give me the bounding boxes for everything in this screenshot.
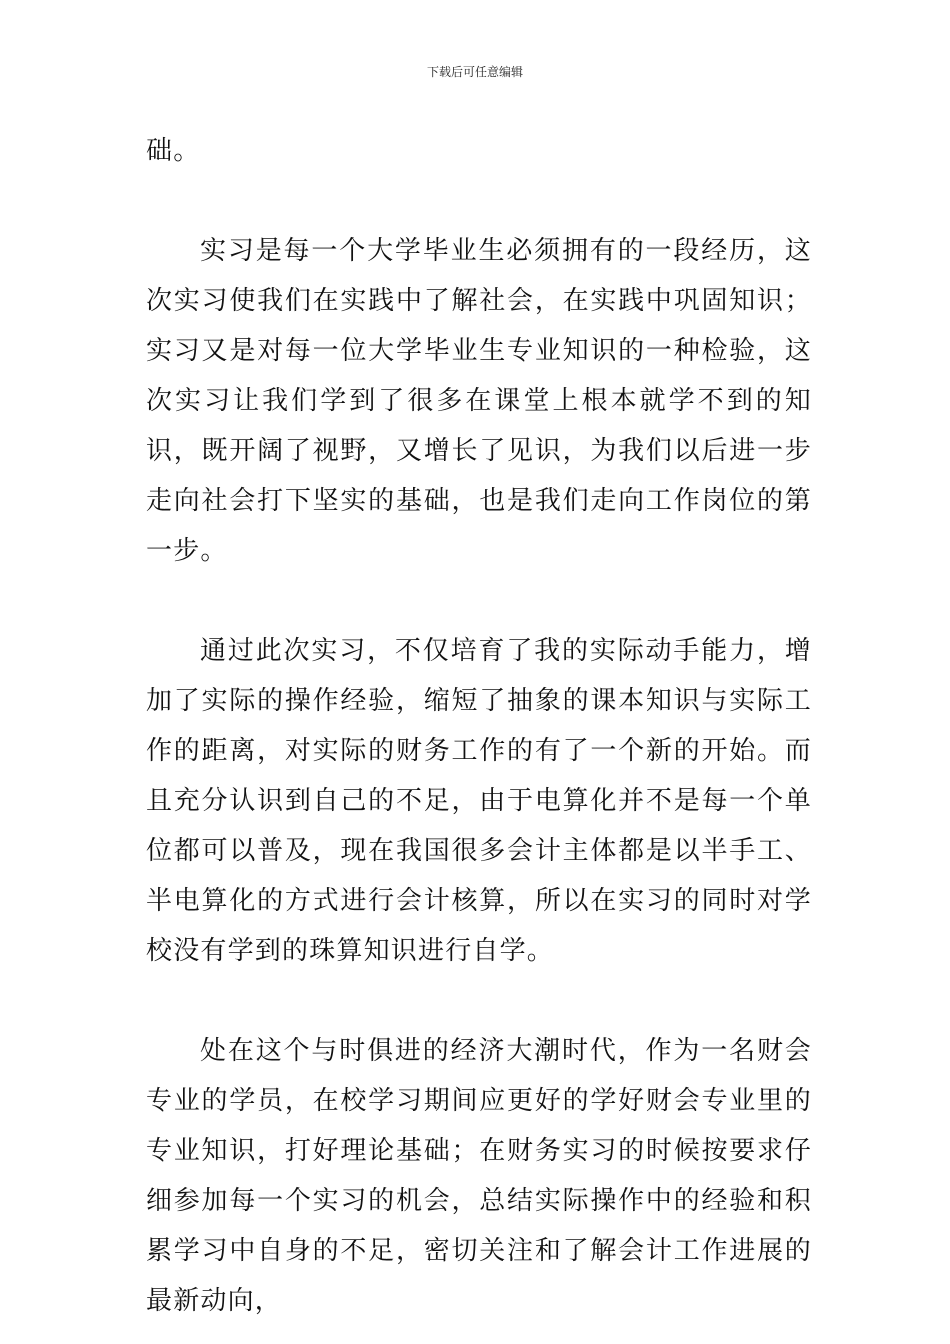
paragraph-internship-experience: 实习是每一个大学毕业生必须拥有的一段经历，这次实习使我们在实践中了解社会，在实践中巩固知识；实习又是对每一位大学毕业生专业知识的一种检验，这次实习让我们学到了很多在课堂上根本就学不到的知识，既开阔了视野，又增长了见识，为我们以后进一步走向社会打下坚实的基础，也是我们走向工作岗位的第一步。	[146, 236, 812, 566]
paragraph-accounting-student: 处在这个与时俱进的经济大潮时代，作为一名财会专业的学员，在校学习期间应更好的学好财会专业里的专业知识，打好理论基础；在财务实习的时候按要求仔细参加每一个实习的机会，总结实际操作中的经验和积累学习中自身的不足，密切关注和了解会计工作进展的最新动向，	[146, 1036, 812, 1316]
document-body	[146, 126, 812, 1326]
paragraph-internship-benefits: 通过此次实习，不仅培育了我的实际动手能力，增加了实际的操作经验，缩短了抽象的课本知识与实际工作的距离，对实际的财务工作的有了一个新的开始。而且充分认识到自己的不足，由于电算化并不是每一个单位都可以普及，现在我国很多会计主体都是以半手工、半电算化的方式进行会计核算，所以在实习的同时对学校没有学到的珠算知识进行自学。	[146, 636, 812, 966]
header-note: 下载后可任意编辑	[426, 65, 523, 79]
paragraph-continuation: 础。	[146, 136, 201, 166]
